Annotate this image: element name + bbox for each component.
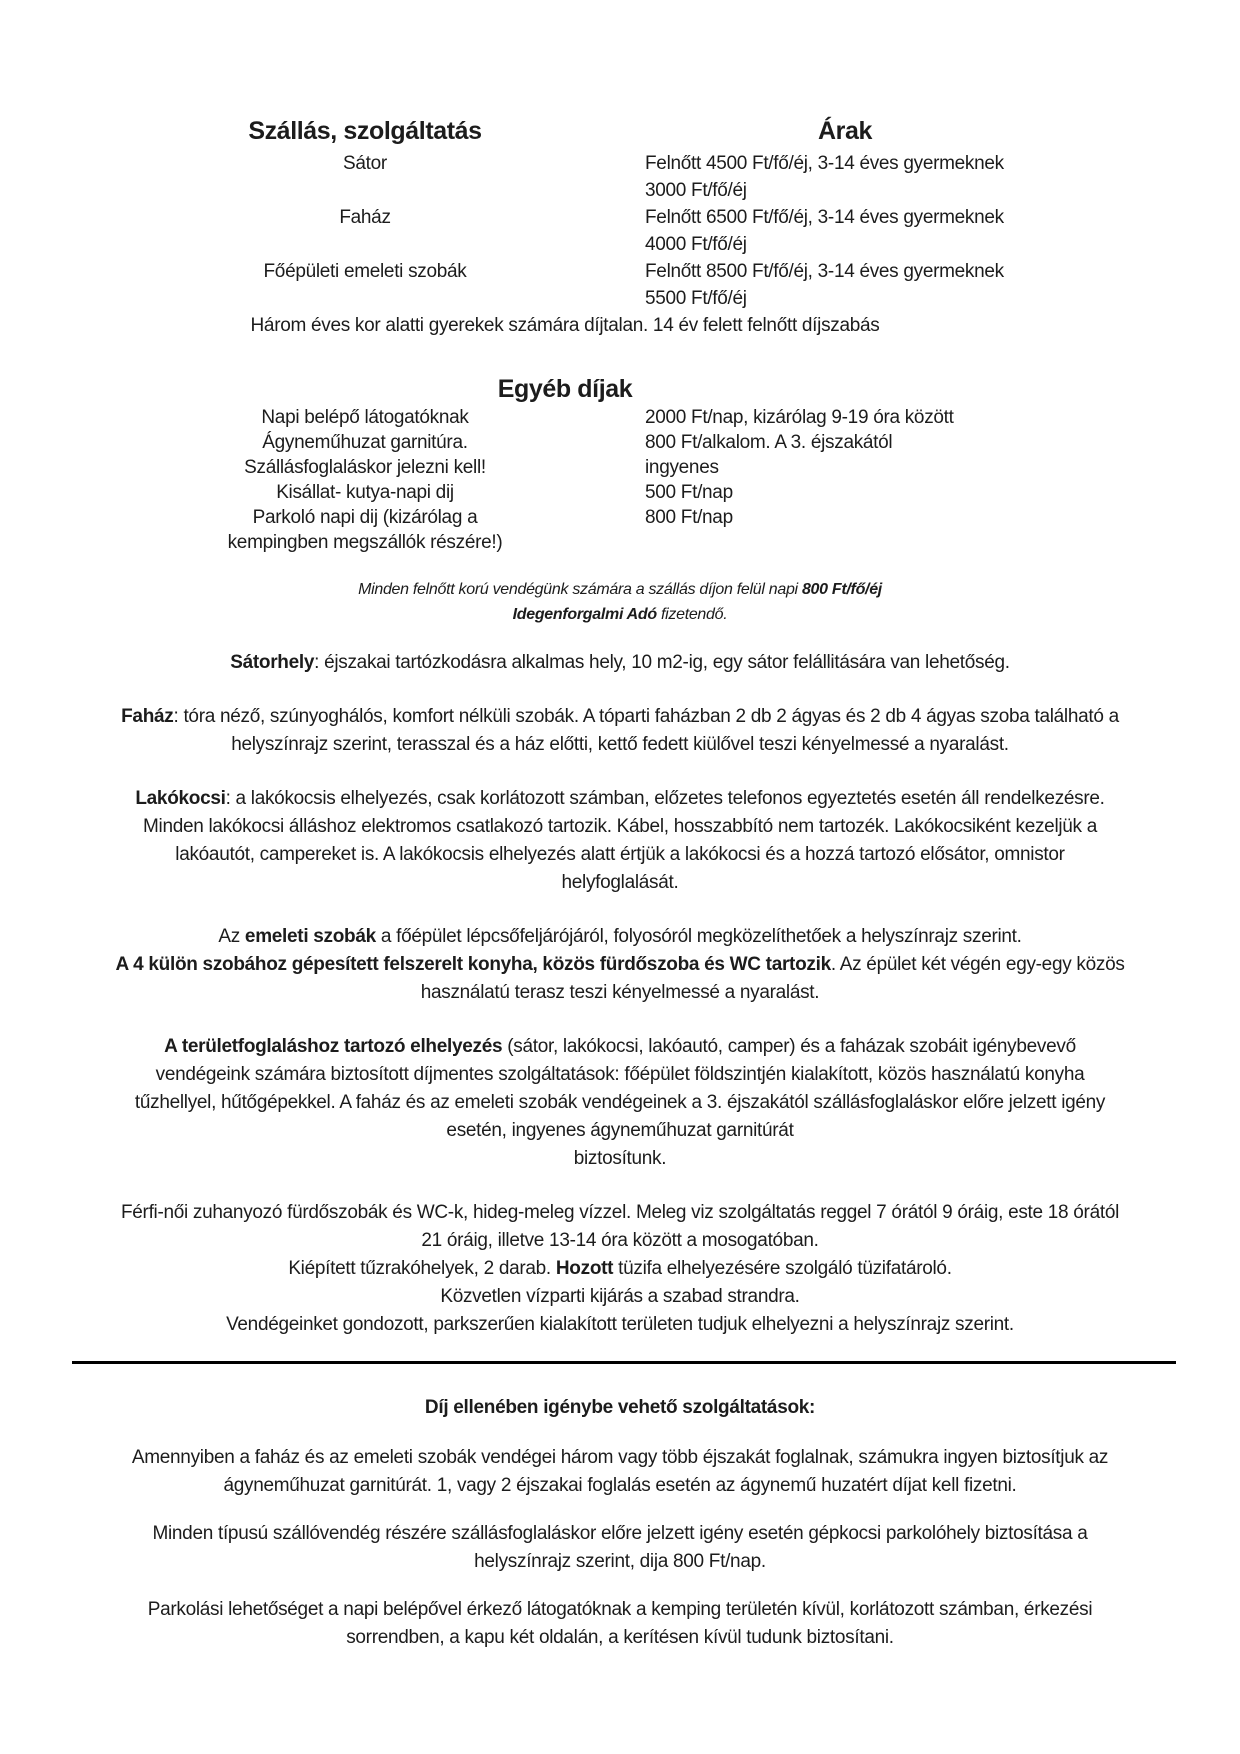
text-line: Közvetlen vízparti kijárás a szabad strandra. — [440, 1286, 800, 1307]
text-line: biztosítunk. — [573, 1148, 667, 1169]
table-row — [85, 430, 1045, 480]
text-line: Férfi-női zuhanyozó fürdőszobák és WC-k, hideg-meleg vízzel. Meleg viz szolgáltatás reggel 7 órától 9 óráig, este 18 órától — [120, 1202, 1120, 1223]
price-cell: 500 Ft/nap — [645, 482, 733, 503]
service-cell: Ágyneműhuzat garnitúra. Szállásfoglaláskor jelezni kell! — [244, 432, 486, 478]
text-line: vendégeink számára biztosított díjmentes szolgáltatások: főépület földszintjén kialakított, közös használatú konyha — [155, 1064, 1085, 1085]
column-header-services: Szállás, szolgáltatás — [248, 117, 482, 145]
text-line: A 4 külön szobához gépesített felszerelt konyha, közös fürdőszoba és WC tartozik. Az épület két végén egy-egy közös — [115, 954, 1125, 975]
text-line: Parkolási lehetőséget a napi belépővel érkező látogatóknak a kemping területén kívül, korlátozott számban, érkezési — [147, 1599, 1093, 1620]
table-row — [85, 505, 1045, 555]
price-cell: 800 Ft/nap — [645, 507, 733, 528]
service-cell: Faház — [339, 207, 391, 228]
text-line: Amennyiben a faház és az emeleti szobák vendégei három vagy több éjszakát foglalnak, számukra ingyen biztosítjuk az — [131, 1447, 1109, 1468]
paragraph — [80, 1444, 1160, 1500]
other-fees-title: Egyéb díjak — [497, 375, 633, 403]
text-line: helyfoglalását. — [561, 872, 679, 893]
table-row — [85, 204, 1045, 258]
paid-services-title: Díj ellenében igénybe vehető szolgáltatások: — [424, 1397, 816, 1418]
text-line: lakóautót, campereket is. A lakókocsis elhelyezés alatt értjük a lakókocsi és a hozzá tartozó elősátor, omnistor — [175, 844, 1065, 865]
price-cell: Felnőtt 4500 Ft/fő/éj, 3-14 éves gyermeknek 3000 Ft/fő/éj — [645, 153, 1004, 201]
text-line: Minden felnőtt korú vendégünk számára a szállás díjon felül napi 800 Ft/fő/éj — [358, 581, 882, 598]
paragraph — [80, 703, 1160, 759]
table-header-row — [85, 112, 1045, 150]
section-divider — [72, 1361, 1176, 1364]
text-line: Vendégeinket gondozott, parkszerűen kialakított területen tudjuk elhelyezni a helyszínrajz szerint. — [226, 1314, 1014, 1335]
text-line: Minden típusú szállóvendég részére szállásfoglaláskor előre jelzett igény esetén gépkocsi parkolóhely biztosítása a — [152, 1523, 1088, 1544]
paid-services-paragraphs — [0, 1444, 1240, 1652]
paragraph — [80, 923, 1160, 1007]
info-paragraphs — [0, 649, 1240, 1339]
accommodation-price-table — [85, 0, 1045, 555]
paragraph — [80, 1520, 1160, 1576]
text-line: ágyneműhuzat garnitúrát. 1, vagy 2 éjszakai foglalás esetén az ágynemű huzatért díjat kell fizetni. — [223, 1475, 1017, 1496]
price-cell: Felnőtt 6500 Ft/fő/éj, 3-14 éves gyermeknek 4000 Ft/fő/éj — [645, 207, 1004, 255]
service-cell: Parkoló napi dij (kizárólag a kempingben megszállók részére!) — [227, 507, 503, 553]
price-cell: Felnőtt 8500 Ft/fő/éj, 3-14 éves gyermeknek 5500 Ft/fő/éj — [645, 261, 1004, 309]
text-line: tűzhellyel, hűtőgépekkel. A faház és az emeleti szobák vendégeinek a 3. éjszakától szállásfoglaláskor előre jelzett igény — [134, 1092, 1106, 1113]
column-header-prices: Árak — [818, 117, 872, 145]
paragraph — [80, 1199, 1160, 1339]
service-cell: Kisállat- kutya-napi dij — [276, 482, 454, 503]
text-line: használatú terasz teszi kényelmessé a nyaralást. — [420, 982, 820, 1003]
text-line: helyszínrajz szerint, terasszal és a ház előtti, kettő fedett kiülővel teszi kényelmessé a nyaralást. — [231, 734, 1009, 755]
price-cell: 800 Ft/alkalom. A 3. éjszakától ingyenes — [645, 432, 893, 478]
table-row — [85, 258, 1045, 312]
age-discount-note: Három éves kor alatti gyerekek számára díjtalan. 14 év felett felnőtt díjszabás — [250, 315, 880, 336]
paragraph — [80, 785, 1160, 897]
text-line: Idegenforgalmi Adó fizetendő. — [512, 606, 728, 623]
text-line: Faház: tóra néző, szúnyoghálós, komfort nélküli szobák. A tóparti faházban 2 db 2 ágyas és 2 db 4 ágyas szoba található a — [121, 706, 1119, 727]
text-line: Sátorhely: éjszakai tartózkodásra alkalmas hely, 10 m2-ig, egy sátor felállitására van lehetőség. — [230, 652, 1010, 673]
text-line: 21 óráig, illetve 13-14 óra között a mosogatóban. — [421, 1230, 819, 1251]
tourist-tax-note — [80, 577, 1160, 627]
service-cell: Sátor — [343, 153, 387, 174]
price-cell: 2000 Ft/nap, kizárólag 9-19 óra között — [645, 407, 954, 428]
text-line: esetén, ingyenes ágyneműhuzat garnitúrát — [446, 1120, 794, 1141]
text-line: helyszínrajz szerint, dija 800 Ft/nap. — [474, 1551, 766, 1572]
table-row — [85, 480, 1045, 505]
text-line: Az emeleti szobák a főépület lépcsőfeljárójáról, folyosóról megközelíthetőek a helyszínrajz szerint. — [218, 926, 1022, 947]
paragraph — [80, 1596, 1160, 1652]
table-row — [85, 405, 1045, 430]
paragraph — [80, 1033, 1160, 1173]
service-cell: Főépületi emeleti szobák — [263, 261, 467, 282]
text-line: A területfoglaláshoz tartozó elhelyezés (sátor, lakókocsi, lakóautó, camper) és a faházak szobáit igénybevevő — [164, 1036, 1076, 1057]
paragraph — [80, 649, 1160, 677]
text-line: Kiépített tűzrakóhelyek, 2 darab. Hozott tüzifa elhelyezésére szolgáló tüzifatároló. — [288, 1258, 952, 1279]
table-row — [85, 150, 1045, 204]
text-line: sorrendben, a kapu két oldalán, a kerítésen kívül tudunk biztosítani. — [346, 1627, 894, 1648]
accommodation-rows — [85, 150, 1045, 312]
service-cell: Napi belépő látogatóknak — [261, 407, 469, 428]
text-line: Minden lakókocsi álláshoz elektromos csatlakozó tartozik. Kábel, hosszabbító nem tartozék. Lakókocsiként kezeljük a — [143, 816, 1097, 837]
other-fees-rows — [85, 405, 1045, 555]
text-line: Lakókocsi: a lakókocsis elhelyezés, csak korlátozott számban, előzetes telefonos egyeztetés esetén áll rendelkezésre. — [135, 788, 1105, 809]
